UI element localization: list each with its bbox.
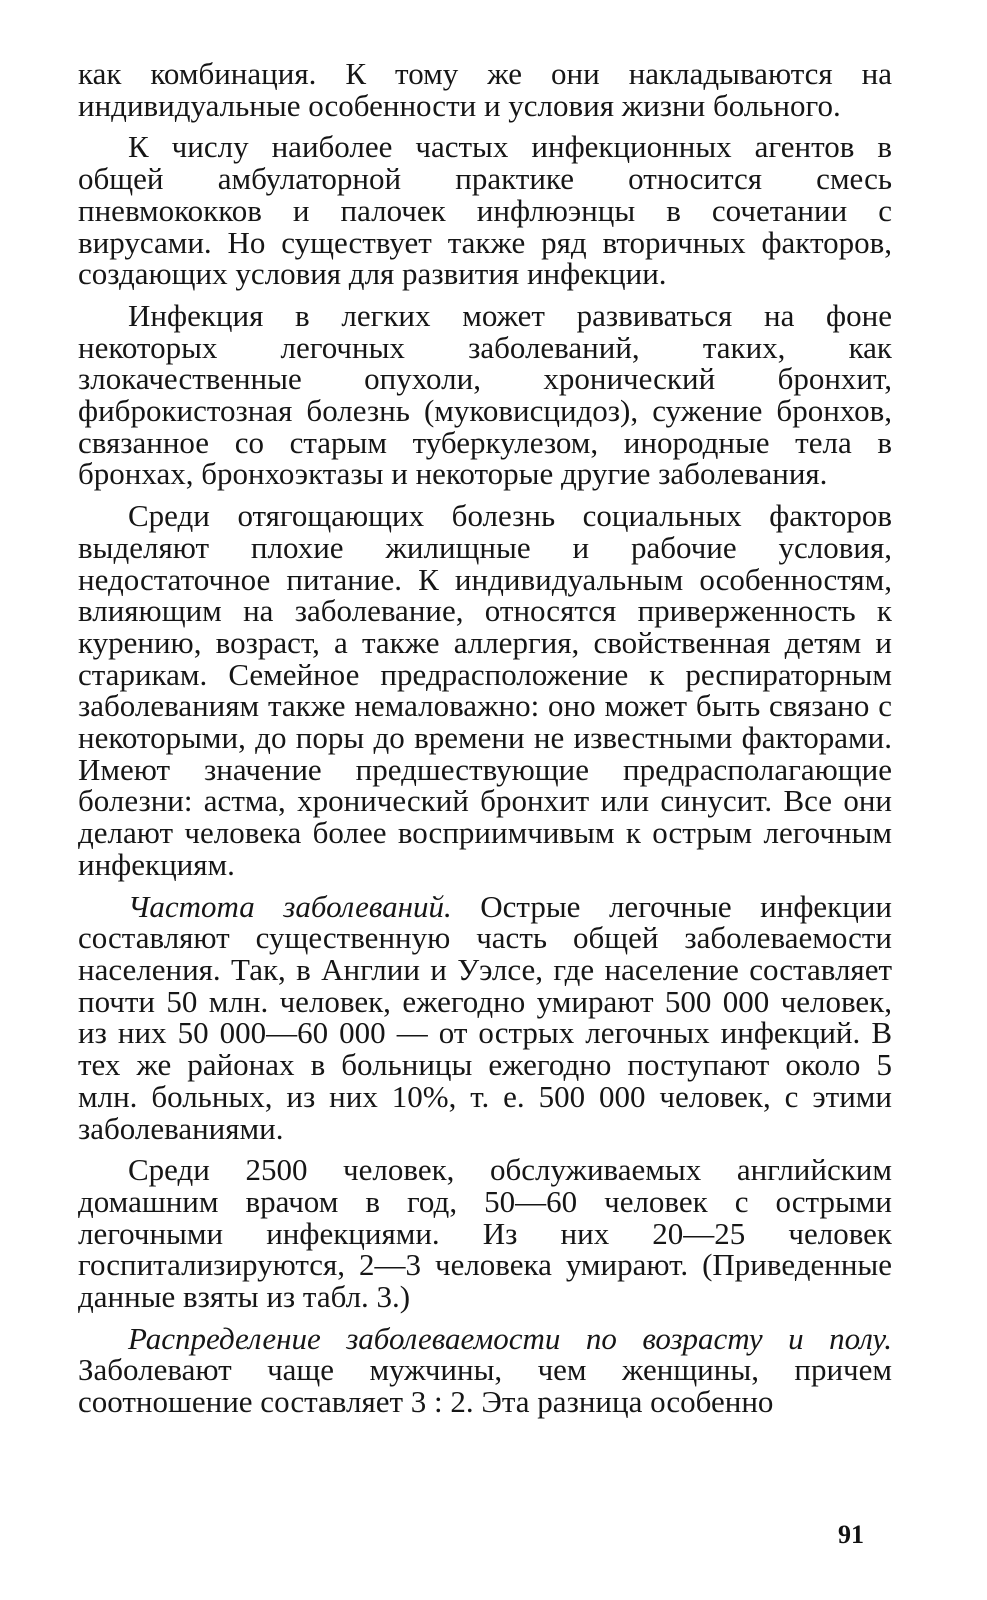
paragraph-7-lead: Распределение заболеваемости по возрасту и полу. (128, 1320, 892, 1356)
paragraph-4 (78, 500, 892, 880)
paragraph-7 (78, 1320, 892, 1420)
paragraph-5-text: Острые легочные инфекции составляют существенную часть общей заболеваемости населения. Так, в Англии и Уэлсе, где население составляет почти 50 млн. человек, ежегодно умирают 500 000 человек, из них 50 000—60 000 — от острых легочных инфекций. В тех же районах в больницы ежегодно поступают около 5 млн. больных, из них 10%, т. е. 500 000 человек, с этими заболеваниями. (78, 888, 892, 1146)
paragraph-2 (78, 131, 892, 290)
paragraph-4-text: Среди отягощающих болезнь социальных факторов выделяют плохие жилищные и рабочие условия, недостаточное питание. К индивидуальным особенностям, влияющим на заболевание, относятся приверженность к курению, возраст, а также аллергия, свойственная детям и старикам. Семейное предрасположение к респираторным заболеваниям также немаловажно: оно может быть связано с некоторыми, до поры до времени не известными факторами. Имеют значение предшествующие предрасполагающие болезни: астма, хронический бронхит или синусит. Все они делают человека более восприимчивым к острым легочным инфекциям. (78, 498, 892, 882)
paragraph-2-text: К числу наиболее частых инфекционных агентов в общей амбулаторной практике относится смесь пневмококков и палочек инфлюэнцы в сочетании с вирусами. Но существует также ряд вторичных факторов, создающих условия для развития инфекции. (78, 129, 892, 292)
paragraph-3 (78, 297, 892, 492)
paragraph-5 (78, 888, 892, 1146)
paragraph-1 (78, 58, 892, 121)
page-number: 91 (838, 1520, 864, 1549)
paragraph-1-text: как комбинация. К тому же они накладываются на индивидуальные особенности и условия жизни больного. (78, 56, 892, 123)
paragraph-6-text: Среди 2500 человек, обслуживаемых английским домашним врачом в год, 50—60 человек с острыми легочными инфекциями. Из них 20—25 человек госпитализируются, 2—3 человека умирают. (Приведенные данные взяты из табл. 3.) (78, 1152, 892, 1315)
paragraph-5-lead: Частота заболеваний. (128, 888, 452, 924)
paragraph-7-text: Заболевают чаще мужчины, чем женщины, причем соотношение составляет 3 : 2. Эта разница особенно (78, 1352, 892, 1420)
page-text (78, 58, 892, 1418)
paragraph-6 (78, 1154, 892, 1313)
paragraph-3-text: Инфекция в легких может развиваться на фоне некоторых легочных заболеваний, таких, как злокачественные опухоли, хронический бронхит, фиброкистозная болезнь (муковисцидоз), сужение бронхов, связанное со старым туберкулезом, инородные тела в бронхах, бронхоэктазы и некоторые другие заболевания. (78, 297, 892, 492)
